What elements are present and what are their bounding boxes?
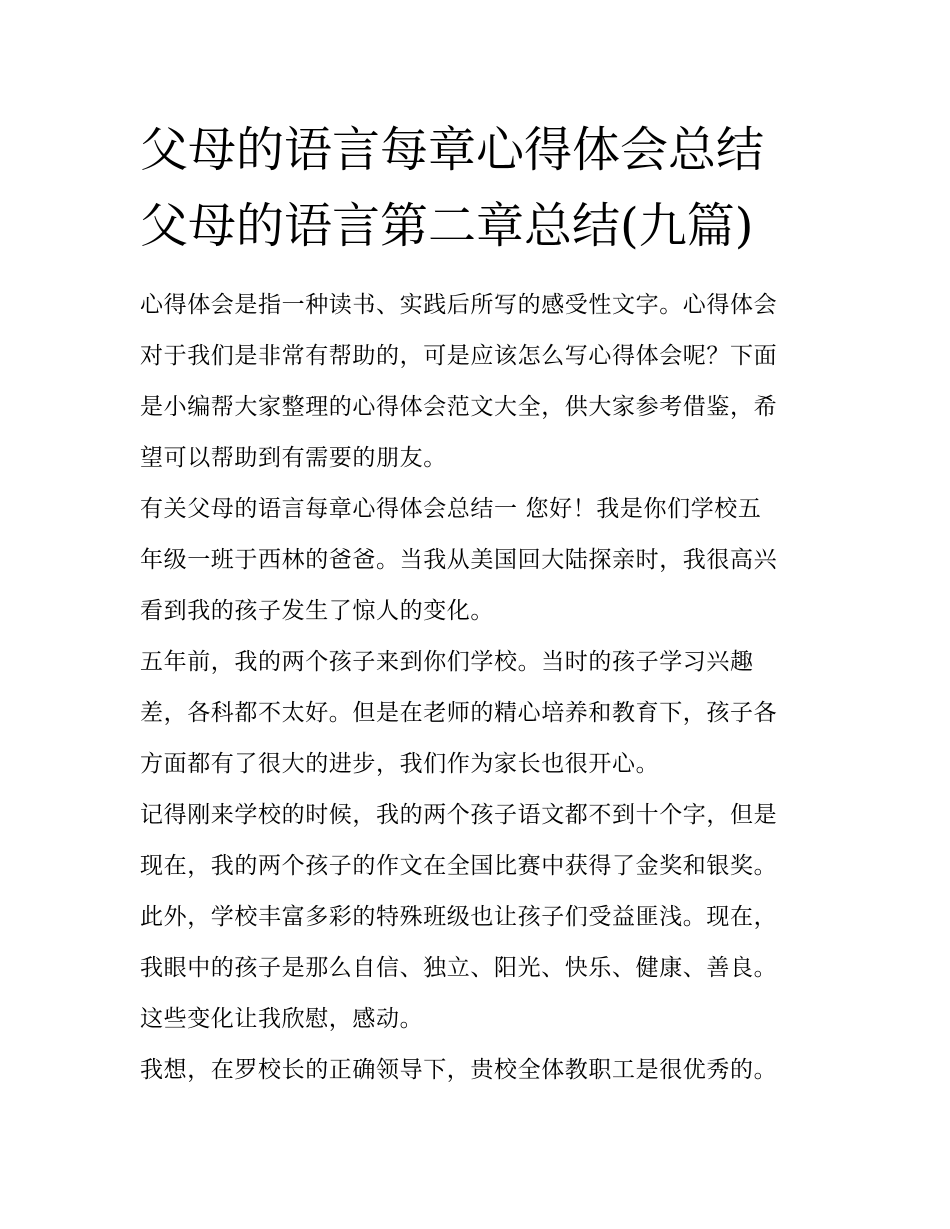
text-line: 五年前，我的两个孩子来到你们学校。当时的孩子学习兴趣	[140, 649, 754, 675]
text-line: 现在，我的两个孩子的作文在全国比赛中获得了金奖和银奖。	[140, 853, 778, 879]
title-line-2: 父母的语言第二章总结(九篇)	[140, 198, 754, 254]
text-line: 对于我们是非常有帮助的，可是应该怎么写心得体会呢？下面	[140, 343, 778, 369]
text-line: 我想，在罗校长的正确领导下，贵校全体教职工是很优秀的。	[140, 1057, 778, 1083]
text-line: 差，各科都不太好。但是在老师的精心培养和教育下，孩子各	[140, 700, 778, 726]
text-line: 是小编帮大家整理的心得体会范文大全，供大家参考借鉴，希	[140, 394, 778, 420]
document-title	[140, 112, 840, 264]
text-line: 心得体会是指一种读书、实践后所写的感受性文字。心得体会	[140, 292, 778, 318]
document-body	[140, 280, 830, 1096]
title-line-1: 父母的语言每章心得体会总结	[140, 122, 765, 178]
text-line: 此外，学校丰富多彩的特殊班级也让孩子们受益匪浅。现在，	[140, 904, 778, 930]
text-line: 我眼中的孩子是那么自信、独立、阳光、快乐、健康、善良。	[140, 955, 778, 981]
text-line: 有关父母的语言每章心得体会总结一 您好！我是你们学校五	[140, 496, 762, 522]
text-line: 方面都有了很大的进步，我们作为家长也很开心。	[140, 751, 660, 777]
text-line: 看到我的孩子发生了惊人的变化。	[140, 598, 494, 624]
text-line: 年级一班于西林的爸爸。当我从美国回大陆探亲时，我很高兴	[140, 547, 778, 573]
text-line: 记得刚来学校的时候，我的两个孩子语文都不到十个字，但是	[140, 802, 778, 828]
text-line: 望可以帮助到有需要的朋友。	[140, 445, 447, 471]
text-line: 这些变化让我欣慰，感动。	[140, 1006, 424, 1032]
